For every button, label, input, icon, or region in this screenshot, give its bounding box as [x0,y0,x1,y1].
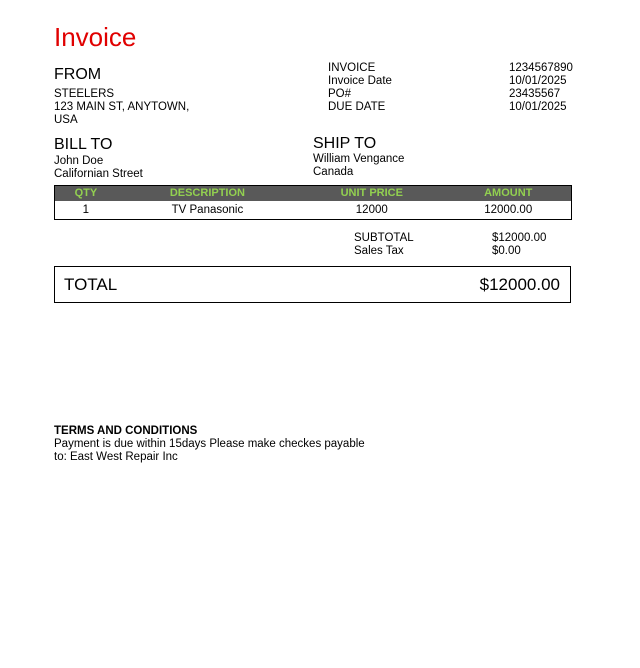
header-description: DESCRIPTION [169,187,245,199]
items-table-header [55,186,571,201]
bill-to-name: John Doe [54,155,104,167]
meta-value-invoice-date: 10/01/2025 [509,75,567,87]
ship-to-heading: SHIP TO [313,135,377,152]
meta-value-due-date: 10/01/2025 [509,101,567,113]
header-qty: QTY [74,187,98,199]
header-amount: AMOUNT [484,187,533,199]
meta-label-po: PO# [328,88,352,100]
cell-unit-price: 12000 [355,204,388,216]
meta-label-invoice: INVOICE [328,62,376,74]
from-heading: FROM [54,66,102,83]
total-box [54,266,571,303]
cell-description: TV Panasonic [171,204,244,216]
meta-label-due-date: DUE DATE [328,101,386,113]
from-name: STEELERS [54,88,115,100]
bill-to-heading: BILL TO [54,136,113,153]
cell-amount: 12000.00 [484,204,533,216]
sales-tax-value: $0.00 [492,245,521,257]
items-table [54,185,572,220]
meta-value-invoice: 1234567890 [509,62,573,74]
meta-value-po: 23435567 [509,88,561,100]
terms-text: Payment is due within 15days Please make checkes payable to: East West Repair Inc [54,438,365,463]
from-address-line1: 123 MAIN ST, ANYTOWN, [54,101,190,113]
sales-tax-label: Sales Tax [354,245,404,257]
subtotal-label: SUBTOTAL [354,232,414,244]
cell-qty: 1 [82,204,90,216]
from-address-line2: USA [54,114,78,126]
total-label: TOTAL [64,275,118,294]
invoice-title: Invoice [54,22,137,52]
ship-to-name: William Vengance [313,153,405,165]
total-value: $12000.00 [479,275,560,294]
bill-to-address: Californian Street [54,168,143,180]
meta-label-invoice-date: Invoice Date [328,75,392,87]
table-row [55,201,571,219]
subtotal-value: $12000.00 [492,232,547,244]
terms-heading: TERMS AND CONDITIONS [54,425,198,437]
ship-to-address: Canada [313,166,354,178]
header-unit-price: UNIT PRICE [340,187,403,199]
